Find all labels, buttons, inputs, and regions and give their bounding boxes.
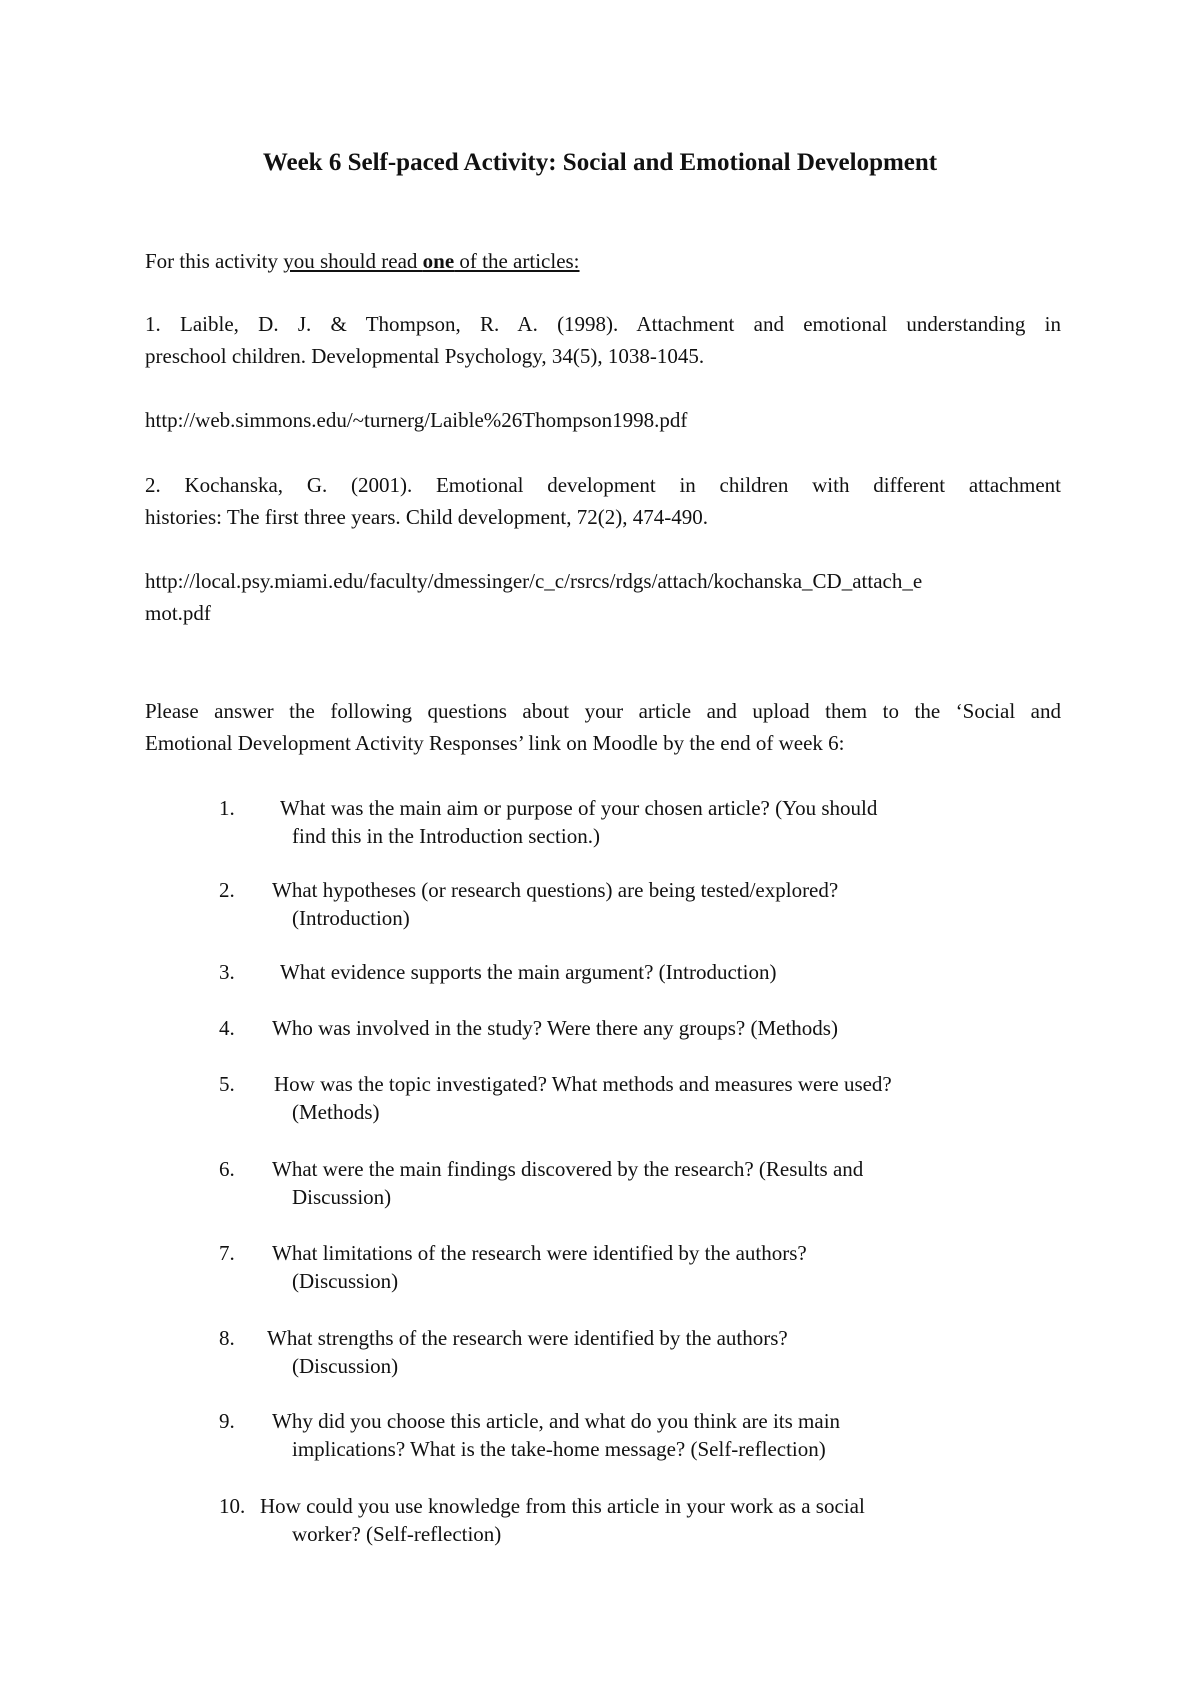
article-citation-2 xyxy=(145,469,1061,533)
question-text: How could you use knowledge from this article in your work as a social xyxy=(260,1494,865,1518)
citation-line: histories: The first three years. Child development, 72(2), 474-490. xyxy=(145,505,708,529)
question-number: 1. xyxy=(219,796,235,820)
article-citation-1 xyxy=(145,308,1061,372)
citation-line: 1. Laible, D. J. & Thompson, R. A. (1998). Attachment and emotional understanding in xyxy=(145,312,1061,336)
question-text: What limitations of the research were identified by the authors? xyxy=(272,1241,807,1265)
question-number: 9. xyxy=(219,1409,235,1433)
question-text: How was the topic investigated? What methods and measures were used? xyxy=(274,1072,892,1096)
article-link-2[interactable] xyxy=(145,565,1061,629)
question-number: 10. xyxy=(219,1494,246,1518)
question-text: worker? (Self-reflection) xyxy=(292,1522,502,1546)
intro-underlined: you should read one of the articles: xyxy=(283,249,580,273)
url-line[interactable]: http://local.psy.miami.edu/faculty/dmessinger/c_c/rsrcs/rdgs/attach/kochanska_CD_attach_e xyxy=(145,569,923,593)
intro-text: For this activity xyxy=(145,249,284,273)
question-text: (Discussion) xyxy=(292,1354,399,1378)
citation-line: 2. Kochanska, G. (2001). Emotional development in children with different attachment xyxy=(145,473,1061,497)
question-text: What hypotheses (or research questions) are being tested/explored? xyxy=(272,878,839,902)
question-number: 3. xyxy=(219,960,235,984)
question-number: 6. xyxy=(219,1157,235,1181)
question-text: Discussion) xyxy=(292,1185,392,1209)
instructions-line: Emotional Development Activity Responses’ link on Moodle by the end of week 6: xyxy=(145,731,845,755)
question-number: 5. xyxy=(219,1072,235,1096)
url-line[interactable]: http://web.simmons.edu/~turnerg/Laible%26Thompson1998.pdf xyxy=(145,408,688,432)
question-number: 8. xyxy=(219,1326,235,1350)
question-number: 7. xyxy=(219,1241,235,1265)
question-number: 4. xyxy=(219,1016,235,1040)
question-text: What was the main aim or purpose of your chosen article? (You should xyxy=(280,796,878,820)
instructions-line: Please answer the following questions about your article and upload them to the ‘Social and xyxy=(145,699,1061,723)
question-text: Why did you choose this article, and what do you think are its main xyxy=(272,1409,841,1433)
question-text: implications? What is the take-home message? (Self-reflection) xyxy=(292,1437,826,1461)
question-text: (Methods) xyxy=(292,1100,380,1124)
article-link-1[interactable] xyxy=(145,404,1061,436)
question-text: (Introduction) xyxy=(292,906,410,930)
question-text: (Discussion) xyxy=(292,1269,399,1293)
question-text: What strengths of the research were identified by the authors? xyxy=(267,1326,788,1350)
question-text: What were the main findings discovered by the research? (Results and xyxy=(272,1157,864,1181)
question-text: What evidence supports the main argument? (Introduction) xyxy=(280,960,777,984)
citation-line: preschool children. Developmental Psychology, 34(5), 1038-1045. xyxy=(145,344,705,368)
question-text: Who was involved in the study? Were there any groups? (Methods) xyxy=(272,1016,838,1040)
instructions-paragraph xyxy=(145,695,1061,759)
intro-paragraph xyxy=(145,245,1061,277)
question-text: find this in the Introduction section.) xyxy=(292,824,600,848)
intro-emphasis: one xyxy=(422,249,455,273)
question-number: 2. xyxy=(219,878,235,902)
document-title: Week 6 Self-paced Activity: Social and Emotional Development xyxy=(262,149,938,176)
url-line[interactable]: mot.pdf xyxy=(145,601,211,625)
